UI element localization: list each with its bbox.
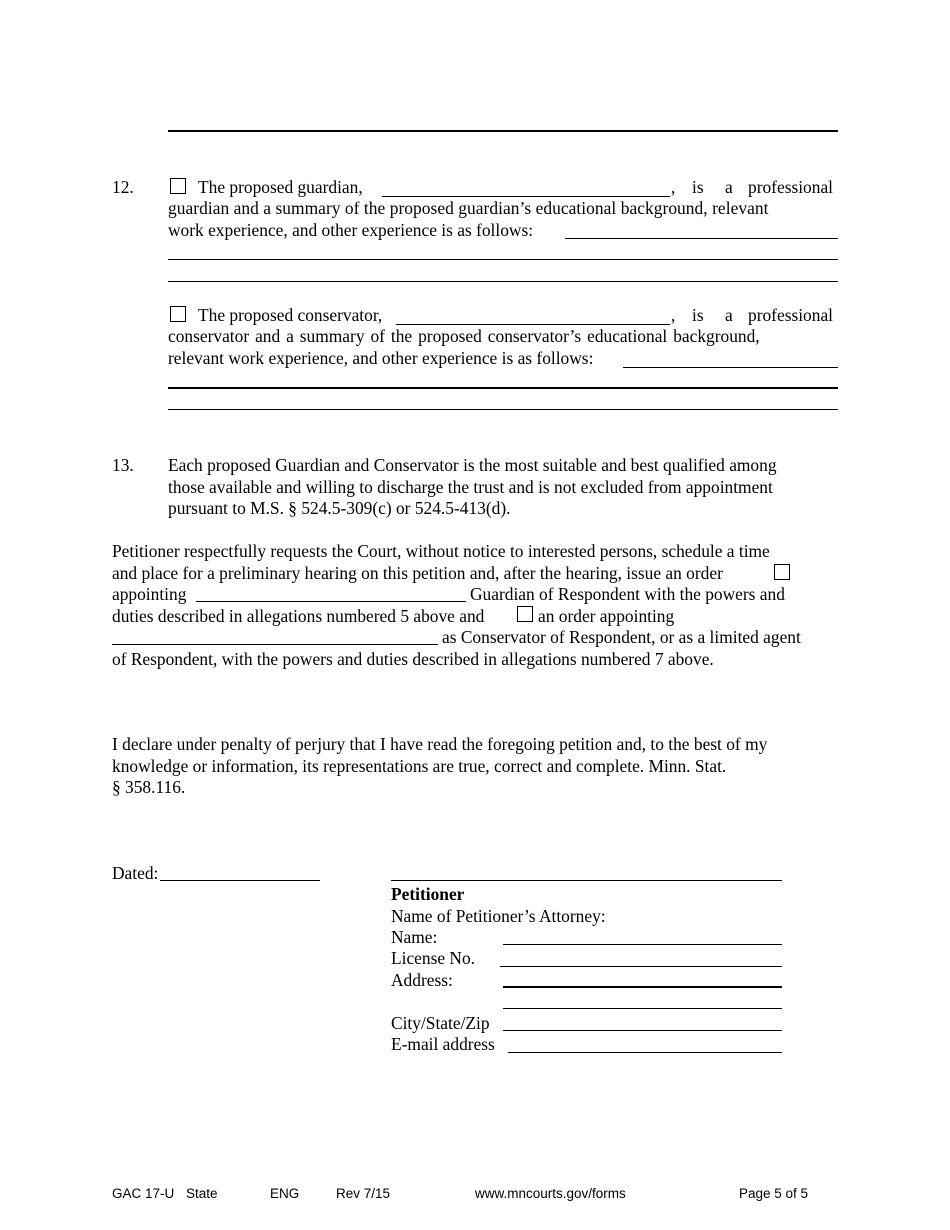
item-13-line2: those available and willing to discharge the trust and is not excluded from appointment	[168, 477, 773, 497]
request-line2: and place for a preliminary hearing on this petition and, after the hearing, issue an order	[112, 563, 723, 583]
conservator-appointee-line[interactable]	[112, 644, 438, 645]
conservator-experience-line-2[interactable]	[168, 387, 838, 389]
request-line6: of Respondent, with the powers and duties described in allegations numbered 7 above.	[112, 649, 714, 669]
conservator-text-line3: relevant work experience, and other experience is as follows:	[168, 348, 594, 368]
city-state-zip-label: City/State/Zip	[391, 1013, 490, 1033]
footer-state: State	[186, 1186, 218, 1201]
guardian-is: is	[692, 177, 704, 197]
conservator-name-line[interactable]	[396, 324, 670, 325]
guardian-a: a	[725, 177, 733, 197]
footer-form-id: GAC 17-U	[112, 1186, 175, 1201]
declaration-line2: knowledge or information, its representations are true, correct and complete. Minn. Stat.	[112, 756, 727, 776]
petitioner-label: Petitioner	[391, 884, 465, 904]
license-line[interactable]	[500, 966, 782, 967]
license-label: License No.	[391, 948, 476, 968]
request-line3-appointing: appointing	[112, 584, 187, 604]
item-13-line3: pursuant to M.S. § 524.5-309(c) or 524.5-413(d).	[168, 498, 511, 518]
item-13-number: 13.	[112, 455, 134, 475]
footer-language: ENG	[270, 1186, 300, 1201]
conservator-comma: ,	[671, 305, 676, 325]
conservator-a: a	[725, 305, 733, 325]
item-13-line1: Each proposed Guardian and Conservator is the most suitable and best qualified among	[168, 455, 777, 475]
signature-line[interactable]	[391, 880, 782, 881]
guardian-professional: professional	[748, 177, 834, 197]
order-conservator-checkbox[interactable]	[517, 606, 533, 622]
guardian-experience-line-1[interactable]	[565, 238, 838, 239]
declaration-line1: I declare under penalty of perjury that I have read the foregoing petition and, to the best of my	[112, 734, 768, 754]
conservator-text-line2: conservator and a summary of the proposed conservator’s educational background,	[168, 326, 760, 346]
item-12-number: 12.	[112, 177, 134, 197]
name-line[interactable]	[503, 944, 782, 945]
footer-url[interactable]: www.mncourts.gov/forms	[475, 1186, 626, 1201]
attorney-label: Name of Petitioner’s Attorney:	[391, 906, 606, 926]
footer-page-number: Page 5 of 5	[739, 1186, 809, 1201]
conservator-experience-line-3[interactable]	[168, 409, 838, 410]
address-line-1[interactable]	[503, 986, 782, 988]
guardian-checkbox[interactable]	[170, 178, 186, 194]
order-guardian-checkbox[interactable]	[774, 564, 790, 580]
dated-label: Dated:	[112, 863, 159, 883]
request-line1: Petitioner respectfully requests the Court, without notice to interested persons, schedule a time	[112, 541, 770, 561]
guardian-experience-line-2[interactable]	[168, 259, 838, 260]
guardian-text-line3: work experience, and other experience is as follows:	[168, 220, 534, 240]
conservator-checkbox[interactable]	[170, 306, 186, 322]
request-line3-guardian: Guardian of Respondent with the powers and	[470, 584, 785, 604]
email-label: E-mail address	[391, 1034, 495, 1054]
guardian-comma: ,	[671, 177, 676, 197]
footer-revision: Rev 7/15	[336, 1186, 391, 1201]
request-line5: as Conservator of Respondent, or as a limited agent	[442, 627, 801, 647]
address-label: Address:	[391, 970, 453, 990]
guardian-experience-line-3[interactable]	[168, 281, 838, 282]
guardian-appointee-line[interactable]	[196, 601, 466, 602]
dated-line[interactable]	[160, 880, 320, 881]
city-state-zip-line[interactable]	[503, 1030, 782, 1031]
email-line[interactable]	[508, 1052, 782, 1053]
name-label: Name:	[391, 927, 438, 947]
conservator-is: is	[692, 305, 704, 325]
conservator-professional: professional	[748, 305, 834, 325]
top-rule	[168, 130, 838, 132]
guardian-text-line2: guardian and a summary of the proposed guardian’s educational background, relevant	[168, 198, 769, 218]
conservator-experience-line-1[interactable]	[623, 367, 838, 368]
guardian-intro-text: The proposed guardian,	[198, 177, 363, 197]
request-line4a: duties described in allegations numbered 5 above and	[112, 606, 485, 626]
declaration-line3: § 358.116.	[112, 777, 186, 797]
conservator-intro-text: The proposed conservator,	[198, 305, 383, 325]
address-line-2[interactable]	[503, 1008, 782, 1009]
guardian-name-line[interactable]	[382, 196, 670, 197]
request-line4b: an order appointing	[538, 606, 675, 626]
